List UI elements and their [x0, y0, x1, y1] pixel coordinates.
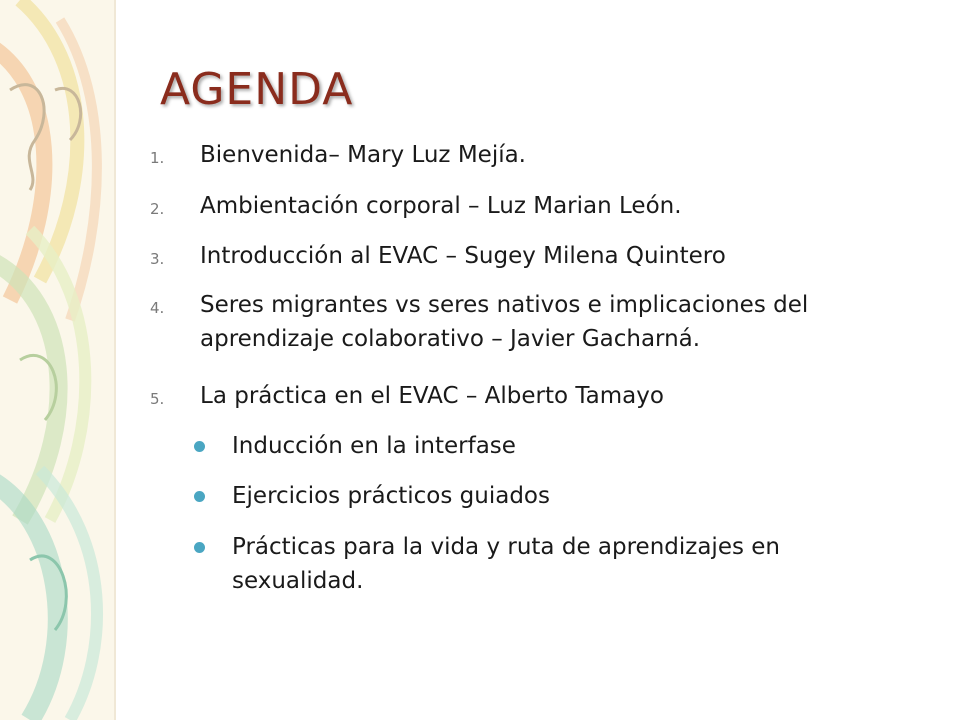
agenda-item-2	[150, 189, 940, 223]
item-text-continued: aprendizaje colaborativo – Javier Gacharná.	[200, 326, 701, 352]
item-text: Ambientación corporal – Luz Marian León.	[200, 193, 682, 219]
subitem-text-continued: sexualidad.	[232, 568, 364, 594]
agenda-item-1	[150, 138, 940, 172]
agenda-subitem-2	[232, 479, 932, 513]
agenda-item-4	[150, 288, 940, 356]
item-number: 2.	[150, 200, 165, 218]
item-text: Seres migrantes vs seres nativos e implicaciones del	[200, 292, 809, 318]
agenda-subitem-1	[232, 429, 932, 463]
item-number: 5.	[150, 390, 165, 408]
slide-title: AGENDA	[160, 64, 354, 115]
item-text: La práctica en el EVAC – Alberto Tamayo	[200, 383, 664, 409]
agenda-item-5	[150, 379, 940, 413]
agenda-subitem-3	[232, 530, 932, 598]
item-text: Bienvenida– Mary Luz Mejía.	[200, 142, 526, 168]
subitem-text: Ejercicios prácticos guiados	[232, 483, 550, 509]
item-number: 3.	[150, 250, 165, 268]
subitem-text: Prácticas para la vida y ruta de aprendizajes en	[232, 534, 780, 560]
bullet-dot-icon	[194, 542, 205, 553]
agenda-item-3	[150, 239, 940, 273]
bullet-dot-icon	[194, 491, 205, 502]
bullet-dot-icon	[194, 441, 205, 452]
subitem-text: Inducción en la interfase	[232, 433, 516, 459]
item-number: 1.	[150, 149, 165, 167]
item-number: 4.	[150, 299, 165, 317]
item-text: Introducción al EVAC – Sugey Milena Quintero	[200, 243, 726, 269]
